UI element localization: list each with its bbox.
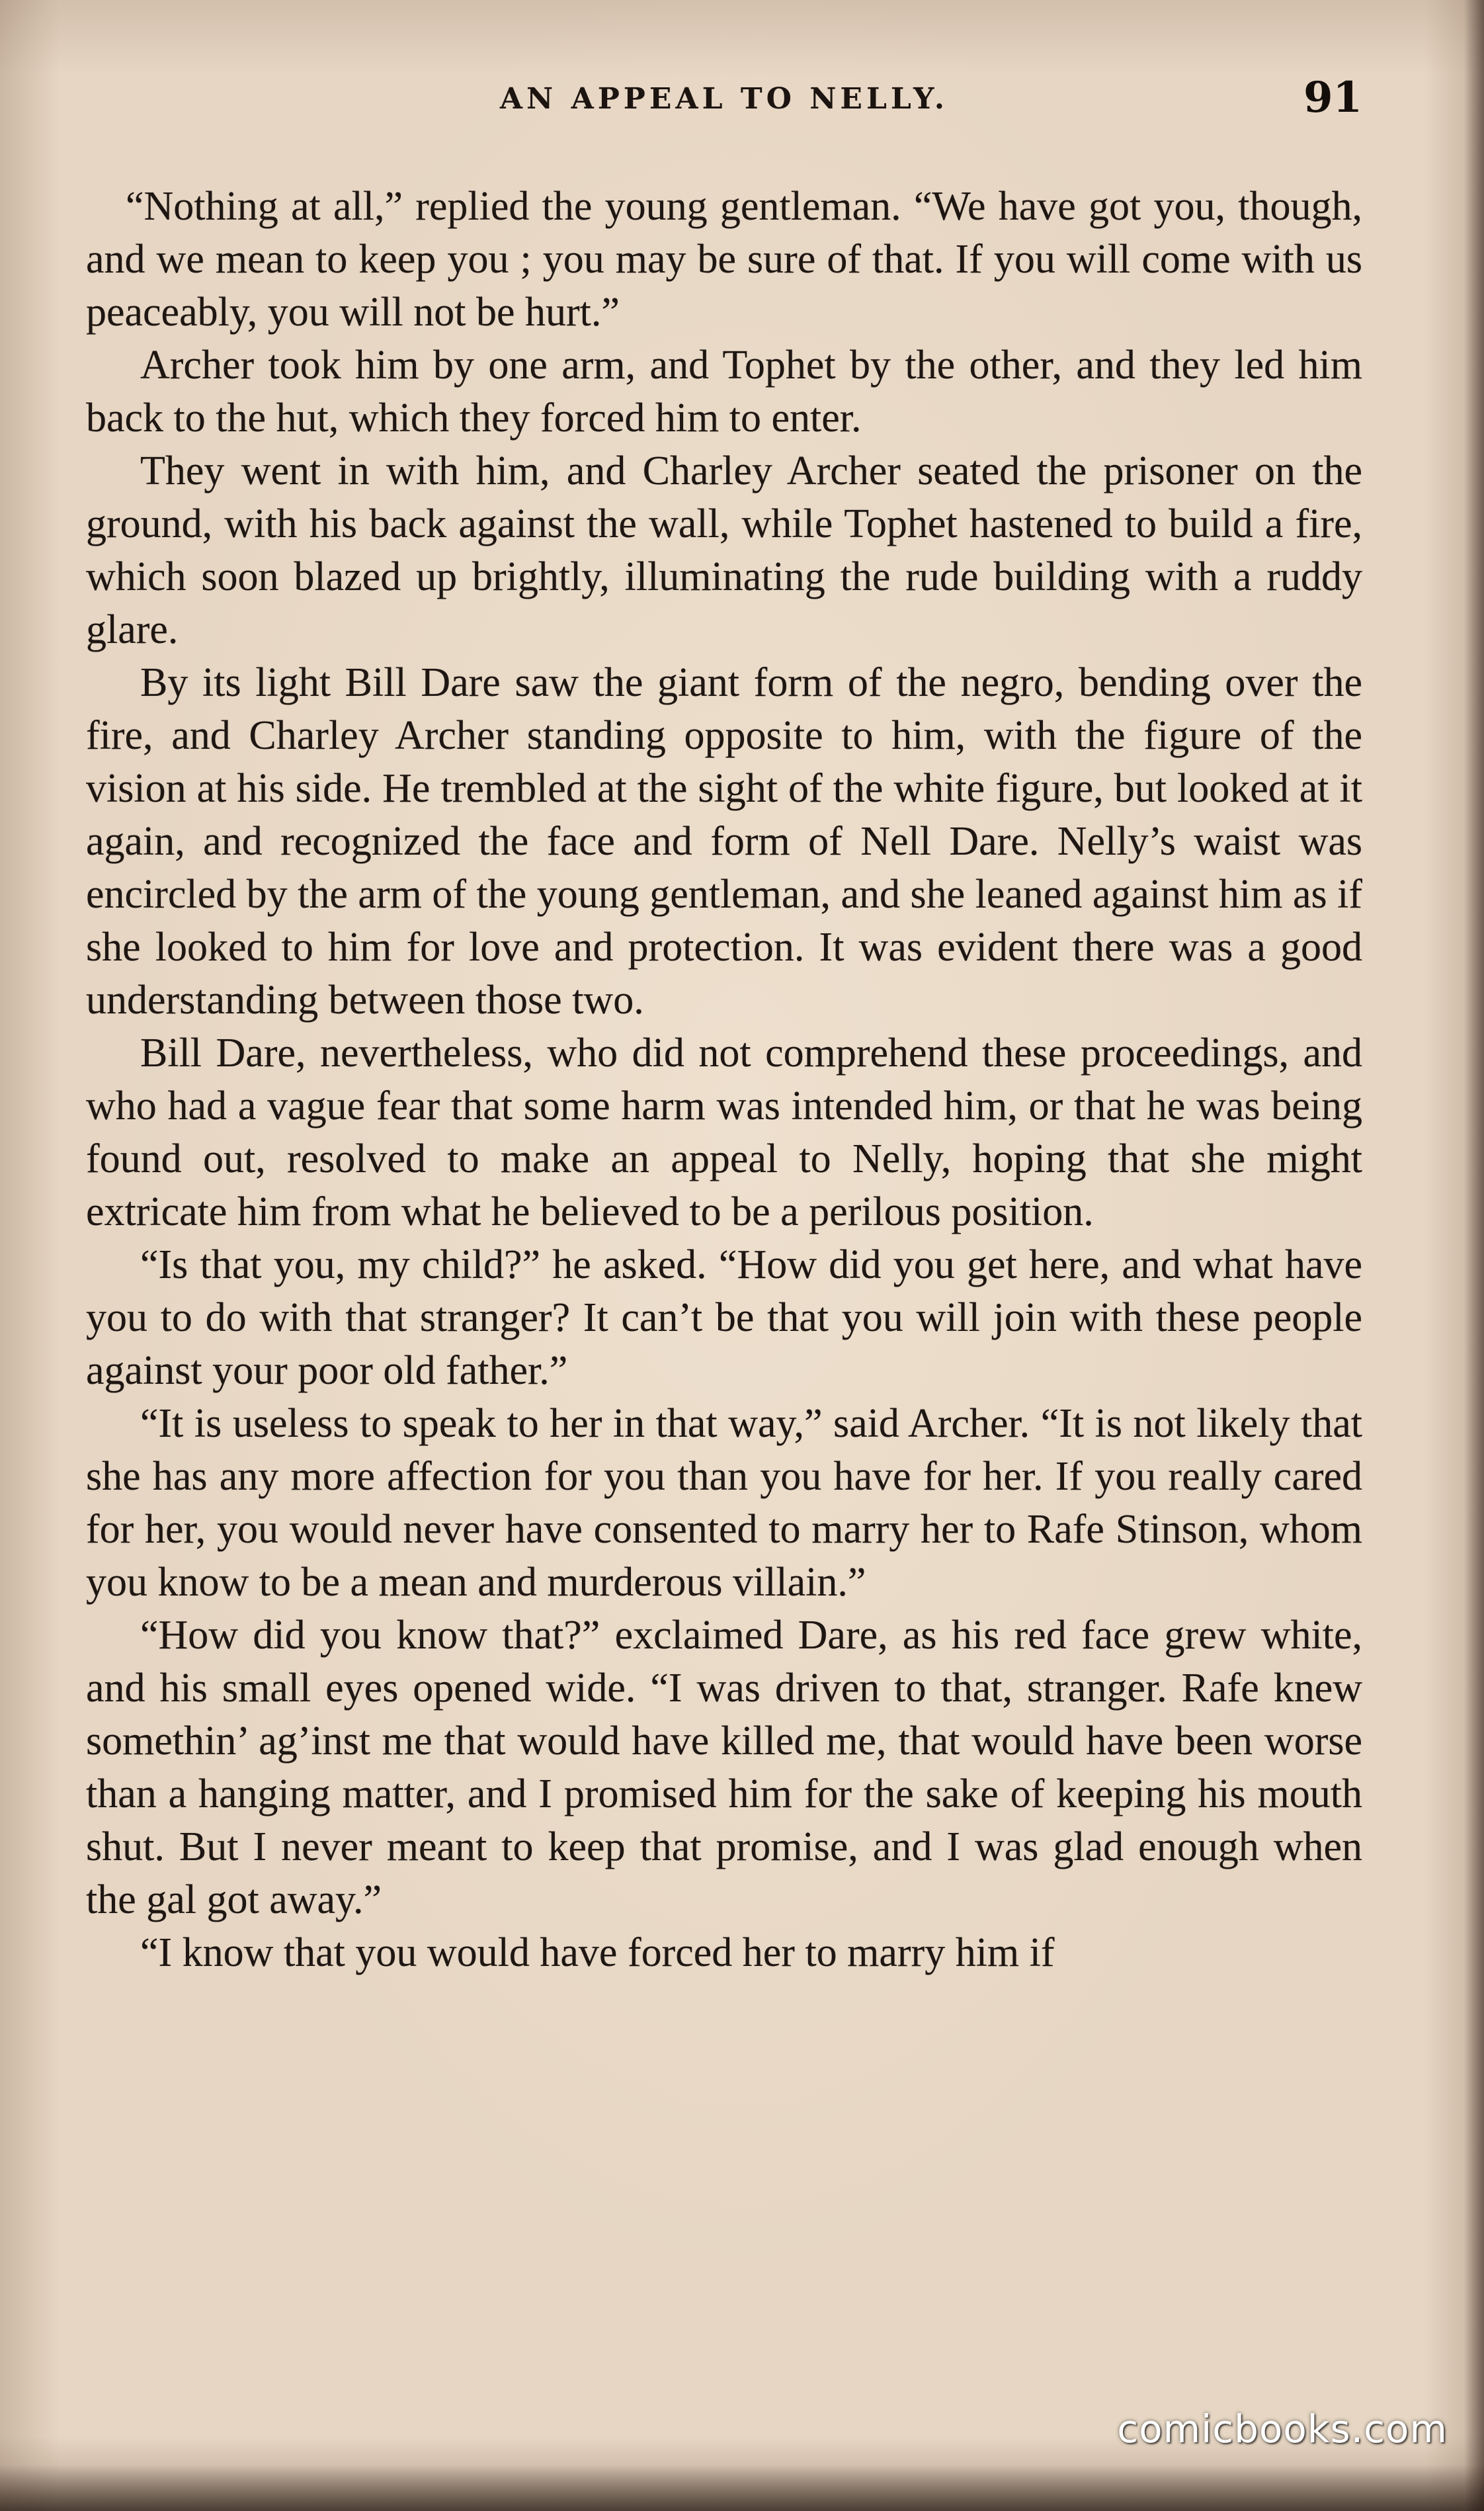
page-bottom-shadow bbox=[0, 2465, 1484, 2511]
paragraph: Bill Dare, nevertheless, who did not comprehend these proceedings, and who had a vague fear that some harm was intended him, or that he was being found out, resolved to make an appeal to Nelly, hoping that she might extricate him from what he believed to be a perilous position. bbox=[86, 1031, 1362, 1234]
body-text bbox=[86, 180, 1362, 2350]
paragraph: “I know that you would have forced her to marry him if bbox=[140, 1930, 1055, 1975]
paragraph: “Nothing at all,” replied the young gentleman. “We have got you, though, and we mean to keep you ; you may be sure of that. If you will come with us peaceably, you will not be hurt.” bbox=[86, 184, 1362, 335]
paragraph: “It is useless to speak to her in that way,” said Archer. “It is not likely that she has any more affection for you than you have for her. If you really cared for her, you would never have consented to marry her to Rafe Stinson, whom you know to be a mean and murderous villain.” bbox=[86, 1401, 1362, 1605]
paragraph: They went in with him, and Charley Archer seated the prisoner on the ground, with his back against the wall, while Tophet hastened to build a fire, which soon blazed up brightly, illuminating the rude building with a ruddy glare. bbox=[86, 448, 1362, 652]
paragraph: By its light Bill Dare saw the giant form of the negro, bending over the fire, and Charley Archer standing opposite to him, with the figure of the vision at his side. He trembled at the sight of the white figure, but looked at it again, and recognized the face and form of Nell Dare. Nelly’s waist was encircled by the arm of the young gentleman, and she leaned against him as if she looked to him for love and protection. It was evident there was a good understanding between those two. bbox=[86, 660, 1362, 1023]
watermark: comicbooks.com bbox=[1117, 2406, 1448, 2451]
paragraph: “How did you know that?” exclaimed Dare, as his red face grew white, and his small eyes opened wide. “I was driven to that, stranger. Rafe knew somethin’ ag’inst me that would have killed me, that would have been worse than a hanging matter, and I promised him for the sake of keeping his mouth shut. But I never meant to keep that promise, and I was glad enough when the gal got away.” bbox=[86, 1613, 1362, 1922]
paragraph: “Is that you, my child?” he asked. “How did you get here, and what have you to do with that stranger? It can’t be that you will join with these people against your poor old father.” bbox=[86, 1242, 1362, 1393]
paragraph: Archer took him by one arm, and Tophet by the other, and they led him back to the hut, which they forced him to enter. bbox=[86, 343, 1362, 441]
page-number: 91 bbox=[1303, 73, 1362, 122]
page-edge-shadow bbox=[1464, 0, 1484, 2511]
running-head: AN APPEAL TO NELLY. bbox=[499, 82, 949, 116]
page-header bbox=[86, 73, 1362, 132]
